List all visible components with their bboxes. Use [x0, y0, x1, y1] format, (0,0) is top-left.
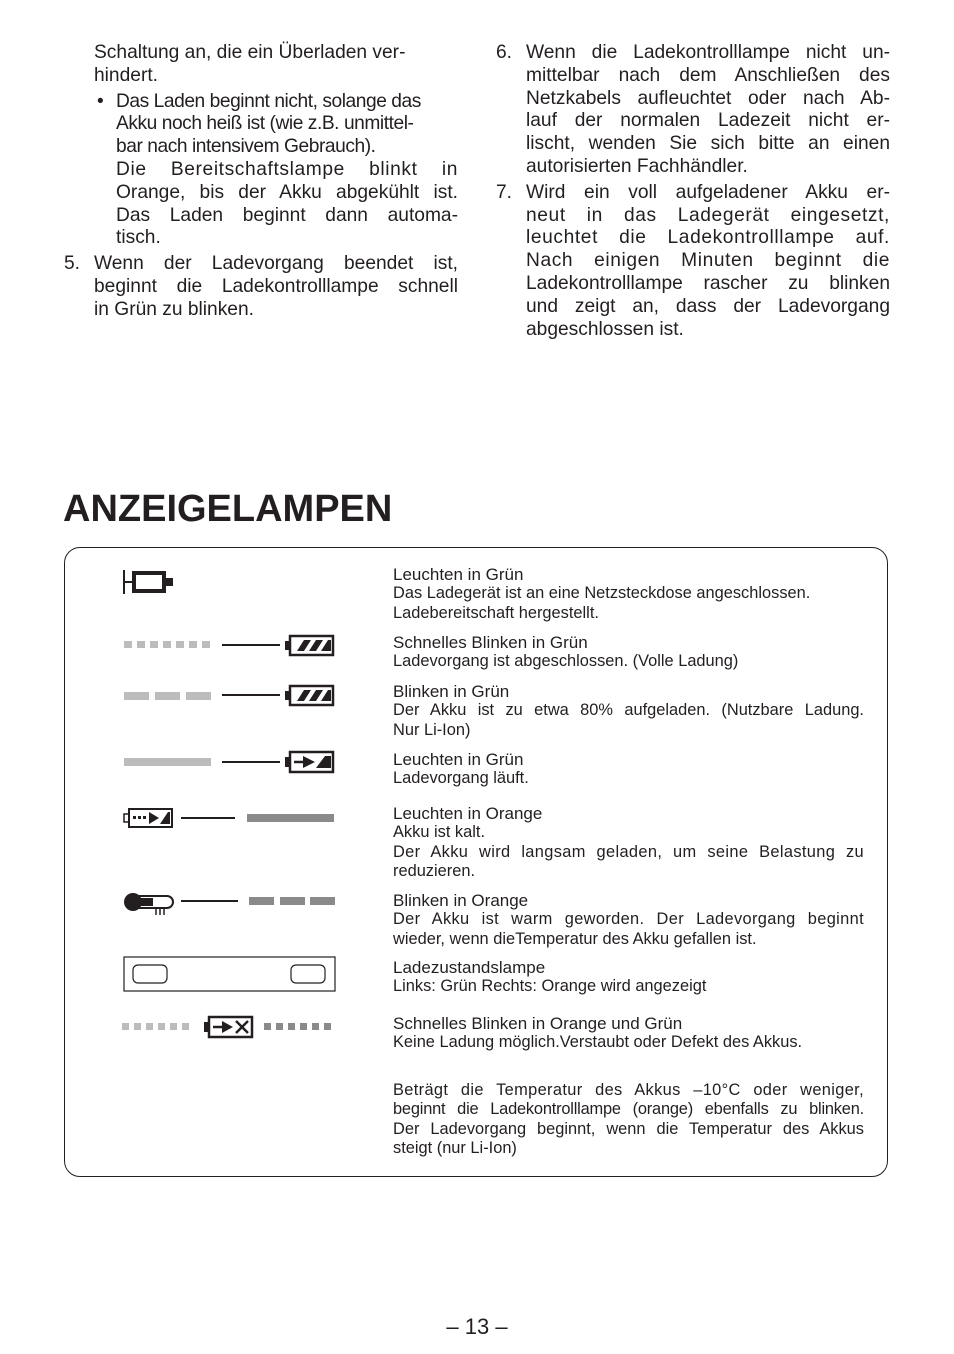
battery-charging-icon — [285, 752, 333, 772]
text-line: Wird ein voll aufgeladener Akku er- — [526, 181, 890, 203]
description-line: Nur Li-Ion) — [393, 720, 471, 739]
text-line: bar nach intensivem Gebrauch). — [116, 136, 376, 158]
thermometer-icon — [124, 893, 173, 915]
item-number: 6. — [496, 42, 513, 63]
indicator-description-6 — [393, 891, 864, 949]
description-line: Der Akku ist warm geworden. Der Ladevorgang beginnt — [393, 910, 864, 929]
text-line: Akku noch heiß ist (wie z.B. unmittel- — [116, 113, 414, 135]
description-heading: Leuchten in Grün — [393, 565, 524, 584]
text-line: Nach einigen Minuten beginnt die — [526, 250, 890, 272]
description-heading: Blinken in Orange — [393, 891, 529, 910]
note-line: beginnt die Ladekontrolllampe (orange) ebenfalls zu blinken. — [393, 1100, 864, 1119]
text-line: lauf der normalen Ladezeit nicht er- — [526, 110, 890, 132]
text-line: Das Laden beginnt nicht, solange das — [116, 90, 421, 112]
indicator-description-7 — [393, 958, 864, 997]
text-line: lischt, wenden Sie sich bitte an einen — [526, 133, 890, 155]
description-heading: Leuchten in Grün — [393, 750, 524, 769]
text-line: Orange, bis der Akku abgekühlt ist. — [116, 181, 458, 203]
text-line: Wenn die Ladekontrolllampe nicht un- — [526, 42, 890, 63]
steady-orange-indicator — [247, 814, 334, 822]
description-line: Der Akku wird langsam geladen, um seine Belastung zu — [393, 842, 864, 861]
description-heading: Leuchten in Orange — [393, 804, 543, 823]
description-line: Links: Grün Rechts: Orange wird angezeigt — [393, 977, 707, 996]
text-line: leuchtet die Ladekontrolllampe auf. — [526, 227, 890, 249]
description-line: wieder, wenn dieTemperatur des Akku gefallen ist. — [393, 929, 757, 948]
description-heading: Blinken in Grün — [393, 682, 510, 701]
text-line: Die Bereitschaftslampe blinkt in — [116, 158, 458, 180]
cold-battery-icon — [124, 809, 172, 827]
text-line: mittelbar nach dem Anschließen des — [526, 64, 890, 86]
text-line: Ladekontrolllampe rascher zu blinken — [526, 272, 890, 294]
indicator-description-5 — [393, 804, 864, 882]
text-line: in Grün zu blinken. — [94, 298, 254, 320]
slow-blink-orange-indicator — [249, 897, 335, 905]
bullet-symbol: • — [97, 90, 104, 112]
slow-blink-indicator — [124, 692, 211, 700]
indicator-description-2 — [393, 633, 864, 672]
text-line: Das Laden beginnt dann automa- — [116, 204, 458, 226]
description-line: Ladevorgang läuft. — [393, 769, 529, 788]
battery-error-icon — [204, 1017, 252, 1037]
text-line: Wenn der Ladevorgang beendet ist, — [94, 253, 458, 275]
battery-full-icon — [285, 686, 333, 705]
description-line: Das Ladegerät ist an eine Netzsteckdose angeschlossen. — [393, 584, 811, 603]
description-line: Der Akku ist zu etwa 80% aufgeladen. (Nutzbare Ladung. — [393, 701, 864, 720]
description-heading: Schnelles Blinken in Grün — [393, 633, 588, 652]
description-heading: Ladezustandslampe — [393, 958, 546, 977]
text-line: tisch. — [116, 227, 161, 249]
indicator-description-4 — [393, 750, 864, 789]
steady-indicator — [124, 758, 211, 766]
battery-full-icon — [285, 636, 333, 655]
text-line: beginnt die Ladekontrolllampe schnell — [94, 275, 458, 297]
indicator-description-3 — [393, 682, 864, 740]
description-line: reduzieren. — [393, 862, 476, 881]
note-line: Beträgt die Temperatur des Akkus –10°C oder weniger, — [393, 1081, 864, 1099]
text-line: abgeschlossen ist. — [526, 318, 684, 340]
fast-blink-indicator-right — [264, 1023, 331, 1030]
description-line: Akku ist kalt. — [393, 823, 485, 842]
text-line: neut in das Ladegerät eingesetzt, — [526, 204, 890, 226]
description-line: Ladebereitschaft hergestellt. — [393, 603, 599, 622]
page-number: – 13 – — [446, 1314, 508, 1339]
indicator-lamps-icon — [124, 957, 335, 991]
item-number: 7. — [496, 181, 513, 203]
fast-blink-indicator-left — [122, 1023, 189, 1030]
item-number: 5. — [64, 253, 81, 275]
text-line: Netzkabels aufleuchtet oder nach Ab- — [526, 87, 890, 109]
description-line: Keine Ladung möglich.Verstaubt oder Defekt des Akkus. — [393, 1033, 803, 1052]
text-line: autorisierten Fachhändler. — [526, 155, 748, 177]
text-line: Schaltung an, die ein Überladen ver- — [94, 42, 406, 63]
description-line: Ladevorgang ist abgeschlossen. (Volle Ladung) — [393, 652, 739, 671]
fast-blink-indicator — [124, 641, 210, 648]
section-title: ANZEIGELAMPEN — [63, 488, 393, 530]
note-line: steigt (nur Li-Ion) — [393, 1139, 517, 1158]
text-line: hindert. — [94, 64, 158, 86]
indicator-description-8 — [393, 1014, 864, 1053]
description-heading: Schnelles Blinken in Orange und Grün — [393, 1014, 683, 1033]
plug-icon — [124, 570, 173, 594]
text-line: und zeigt an, dass der Ladevorgang — [526, 295, 890, 317]
indicator-description-1 — [393, 565, 864, 623]
temperature-note — [393, 1081, 864, 1159]
note-line: Der Ladevorgang beginnt, wenn die Temperatur des Akkus — [393, 1119, 864, 1138]
